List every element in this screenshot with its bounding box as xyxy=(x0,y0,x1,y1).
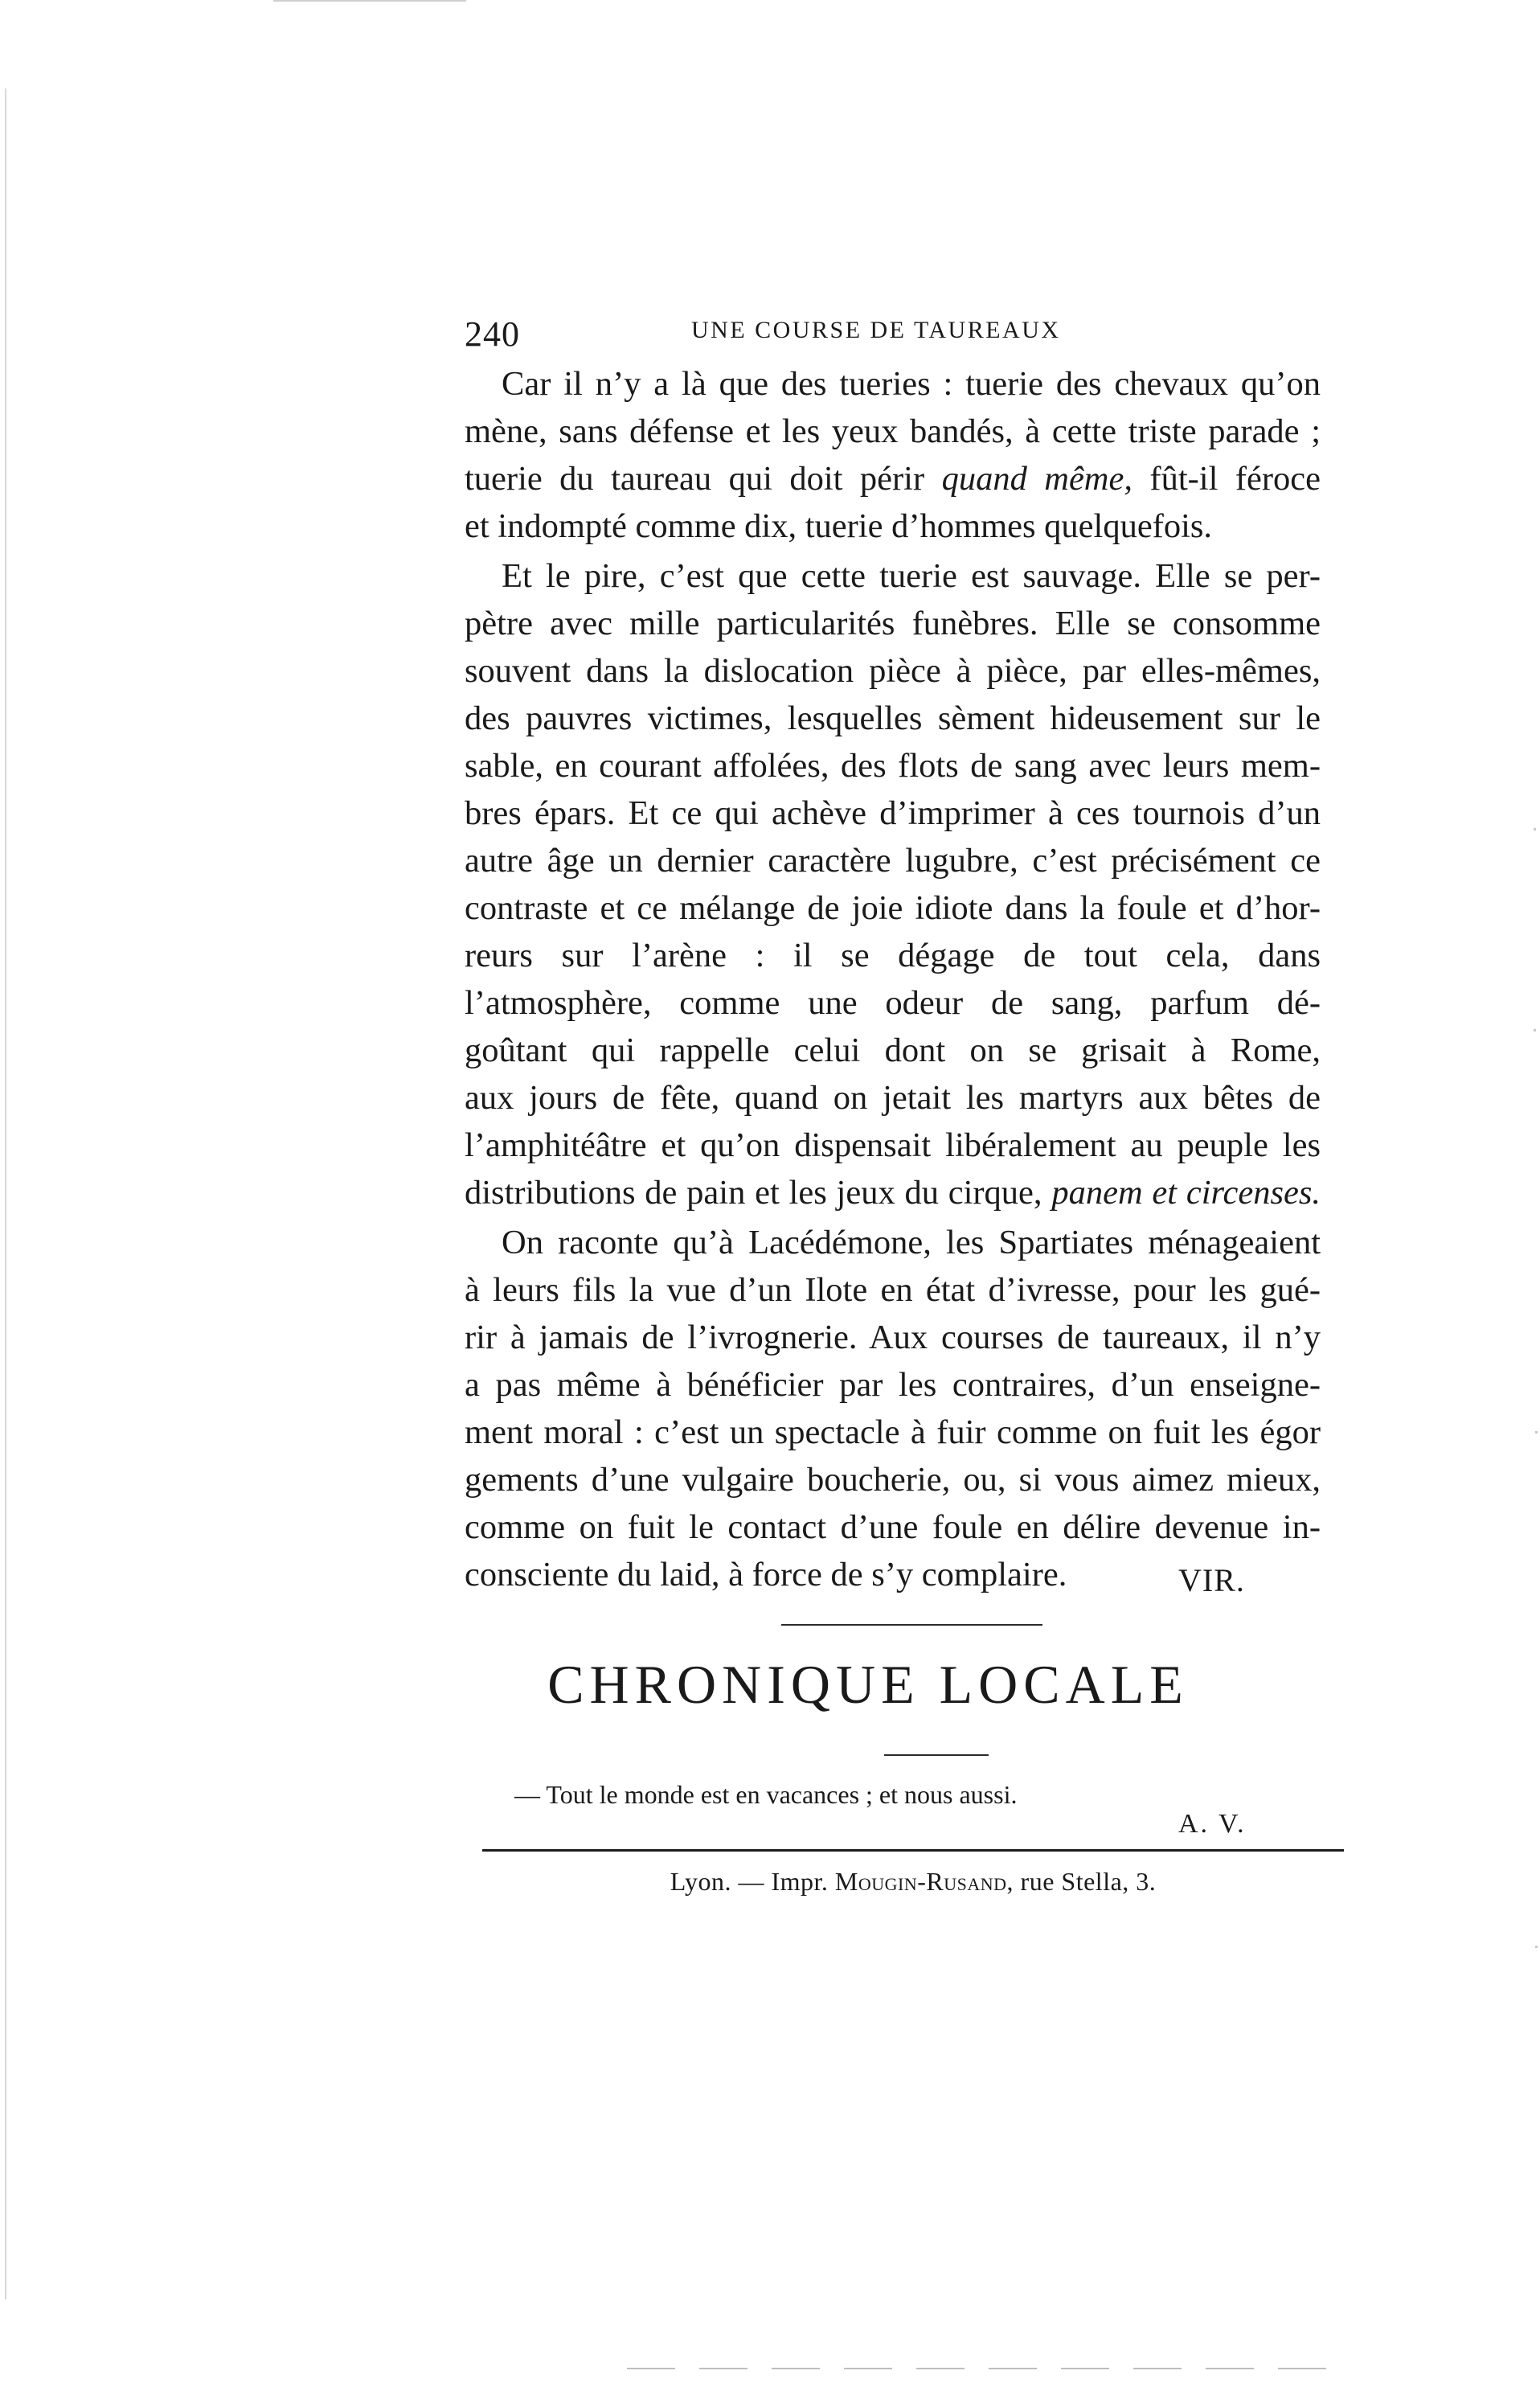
scan-edge-left xyxy=(5,88,6,2299)
text-line: mène, sans défense et les yeux bandés, à cette triste parade ; xyxy=(465,412,1321,450)
heading-underline xyxy=(884,1754,989,1756)
text-line: des pauvres victimes, lesquelles sèment hideusement sur le xyxy=(465,699,1321,737)
imprint-prefix: Lyon. — Impr. xyxy=(670,1867,829,1896)
text-fragment: fût-il féroce xyxy=(1149,460,1321,498)
margin-speck xyxy=(1535,1946,1538,1948)
section-divider xyxy=(781,1624,1042,1626)
text-line: souvent dans la dislocation pièce à pièce, par elles-mêmes, xyxy=(465,652,1321,690)
section-heading: CHRONIQUE LOCALE xyxy=(547,1654,1189,1715)
running-head xyxy=(465,312,1333,360)
text-line: Et le pire, c’est que cette tuerie est sauvage. Elle se per- xyxy=(502,557,1321,595)
page-number: 240 xyxy=(465,314,520,354)
chronique-signature: A. V. xyxy=(1178,1809,1247,1839)
text-line: contraste et ce mélange de joie idiote dans la foule et d’hor- xyxy=(465,889,1321,927)
text-line: à leurs fils la vue d’un Ilote en état d’ivresse, pour les gué- xyxy=(465,1271,1321,1309)
text-fragment: distributions de pain et les jeux du cirque, xyxy=(465,1174,1042,1212)
text-line: reurs sur l’arène : il se dégage de tout cela, dans xyxy=(465,937,1321,974)
text-line: goûtant qui rappelle celui dont on se grisait à Rome, xyxy=(465,1032,1321,1069)
text-line: Car il n’y a là que des tueries : tuerie des chevaux qu’on xyxy=(502,365,1321,403)
text-line: comme on fuit le contact d’une foule en délire devenue in- xyxy=(465,1508,1321,1546)
text-line: On raconte qu’à Lacédémone, les Spartiates ménageaient xyxy=(502,1224,1321,1261)
article-signature: VIR. xyxy=(1178,1562,1245,1598)
text-line: sable, en courant affolées, des flots de sang avec leurs mem- xyxy=(465,747,1321,785)
text-line: autre âge un dernier caractère lugubre, c’est précisément ce xyxy=(465,842,1321,880)
text-line: consciente du laid, à force de s’y complaire. xyxy=(465,1556,1067,1593)
scan-edge-top xyxy=(273,0,466,2)
text-line: gements d’une vulgaire boucherie, ou, si vous aimez mieux, xyxy=(465,1461,1321,1499)
text-line: l’atmosphère, comme une odeur de sang, parfum dé- xyxy=(465,984,1321,1022)
margin-speck xyxy=(1534,828,1536,831)
article-body xyxy=(465,360,1321,1598)
text-line: aux jours de fête, quand on jetait les martyrs aux bêtes de xyxy=(465,1079,1321,1117)
text-line: pètre avec mille particularités funèbres. Elle se consomme xyxy=(465,605,1321,642)
text-line: a pas même à bénéficier par les contraires, d’un enseigne- xyxy=(465,1366,1321,1404)
text-line: l’amphitéâtre et qu’on dispensait libéralement au peuple les xyxy=(465,1126,1321,1164)
footer-rule xyxy=(482,1849,1344,1852)
printer-imprint xyxy=(482,1867,1344,1897)
running-title: UNE COURSE DE TAUREAUX xyxy=(691,317,1061,343)
imprint-suffix: rue Stella, 3. xyxy=(1020,1867,1157,1896)
text-line: rir à jamais de l’ivrognerie. Aux courses de taureaux, il n’y xyxy=(465,1319,1321,1356)
margin-speck xyxy=(1534,1029,1536,1032)
chronique-item: — Tout le monde est en vacances ; et nous aussi. xyxy=(514,1780,1018,1809)
text-line xyxy=(465,1169,1321,1216)
italic-phrase: quand même, xyxy=(941,460,1132,498)
printer-name: Mougin-Rusand, xyxy=(834,1867,1014,1896)
text-fragment: tuerie du taureau qui doit périr xyxy=(465,460,925,498)
text-line: ment moral : c’est un spectacle à fuir comme on fuit les égor xyxy=(465,1413,1321,1451)
italic-phrase: panem et circenses. xyxy=(1051,1174,1321,1212)
margin-speck xyxy=(1535,1431,1538,1433)
text-line: et indompté comme dix, tuerie d’hommes quelquefois. xyxy=(465,507,1213,545)
scan-edge-bottom xyxy=(627,2368,1350,2369)
text-line: bres épars. Et ce qui achève d’imprimer à ces tournois d’un xyxy=(465,794,1321,832)
text-line xyxy=(465,455,1321,502)
